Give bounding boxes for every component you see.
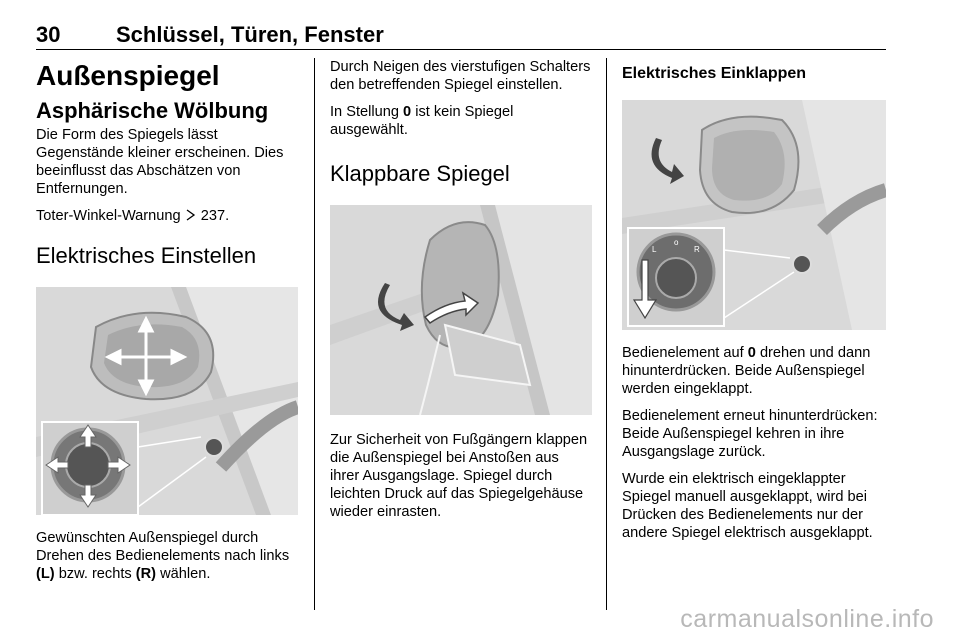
- paragraph-blind-spot: [36, 207, 298, 225]
- svg-text:L: L: [652, 245, 657, 254]
- page-title: Außenspiegel: [36, 60, 220, 91]
- page-reference-icon: [185, 208, 197, 222]
- paragraph-tilt-switch: Durch Neigen des vierstufigen Schalters den betreffenden Spiegel einstellen.: [330, 59, 591, 93]
- position-text-1: In Stellung: [330, 104, 404, 120]
- caption-text-2: bzw. rechts: [54, 566, 136, 582]
- svg-text:o: o: [674, 238, 679, 247]
- page-number: 30: [36, 22, 61, 47]
- watermark: carmanualsonline.info: [680, 605, 934, 633]
- paragraph-aspherical: Die Form des Spiegels lässt Gegenstände kleiner erscheinen. Dies beeinflusst das Abschätzen von Entfernungen.: [36, 127, 284, 197]
- column-1: [36, 58, 298, 592]
- fold-in-text-1: Bedienelement auf: [622, 345, 748, 361]
- page-header: [36, 22, 886, 50]
- paragraph-fold-in: [622, 344, 886, 398]
- caption-R: (R): [135, 566, 157, 582]
- running-title: Schlüssel, Türen, Fenster: [116, 22, 384, 47]
- svg-text:R: R: [694, 245, 700, 254]
- column-divider-2: [606, 58, 607, 610]
- blind-spot-page: 237.: [196, 208, 230, 224]
- blind-spot-text: Toter-Winkel-Warnung: [36, 208, 185, 224]
- section-heading-folding-mirrors: Klappbare Spiegel: [330, 161, 510, 186]
- caption-select-mirror: [36, 529, 298, 583]
- section-heading-aspherical: Asphärische Wölbung: [36, 98, 269, 123]
- figure-electric-folding: [622, 100, 886, 330]
- paragraph-pedestrian-safety: Zur Sicherheit von Fußgängern klappen die Außenspiegel bei Anstoßen aus ihrer Ausgangslage. Spiegel durch leichten Druck auf das Spiegelgehäuse wieder einrasten.: [330, 432, 588, 520]
- column-2: [330, 58, 592, 530]
- position-zero: 0: [403, 104, 412, 120]
- figure-folding-mirror: [330, 205, 592, 415]
- paragraph-manual-fold: Wurde ein elektrisch eingeklappter Spiegel manuell ausgeklappt, wird bei Drücken des Bedienelements nur der andere Spiegel elektrisch ausgeklappt.: [622, 471, 873, 541]
- caption-L: (L): [36, 566, 55, 582]
- column-3: [622, 58, 886, 551]
- position-text-2: ist kein Spiegel ausgewählt.: [330, 104, 514, 138]
- paragraph-fold-out: Bedienelement erneut hinunterdrücken: Beide Außenspiegel kehren in ihre Ausgangslage zurück.: [622, 408, 878, 460]
- fold-in-zero: 0: [747, 345, 756, 361]
- header-rule: [36, 49, 886, 50]
- section-heading-electric-adjust: Elektrisches Einstellen: [36, 243, 257, 268]
- fold-in-text-2: drehen und dann hinunterdrücken. Beide Außenspiegel werden eingeklappt.: [622, 345, 871, 397]
- section-heading-electric-folding: Elektrisches Einklappen: [622, 65, 807, 82]
- paragraph-position-zero: [330, 103, 592, 139]
- column-divider-1: [314, 58, 315, 610]
- figure-mirror-adjust: [36, 287, 298, 515]
- caption-text-1: Gewünschten Außenspiegel durch Drehen des Bedienelements nach links: [36, 530, 290, 564]
- caption-text-3: wählen.: [156, 566, 211, 582]
